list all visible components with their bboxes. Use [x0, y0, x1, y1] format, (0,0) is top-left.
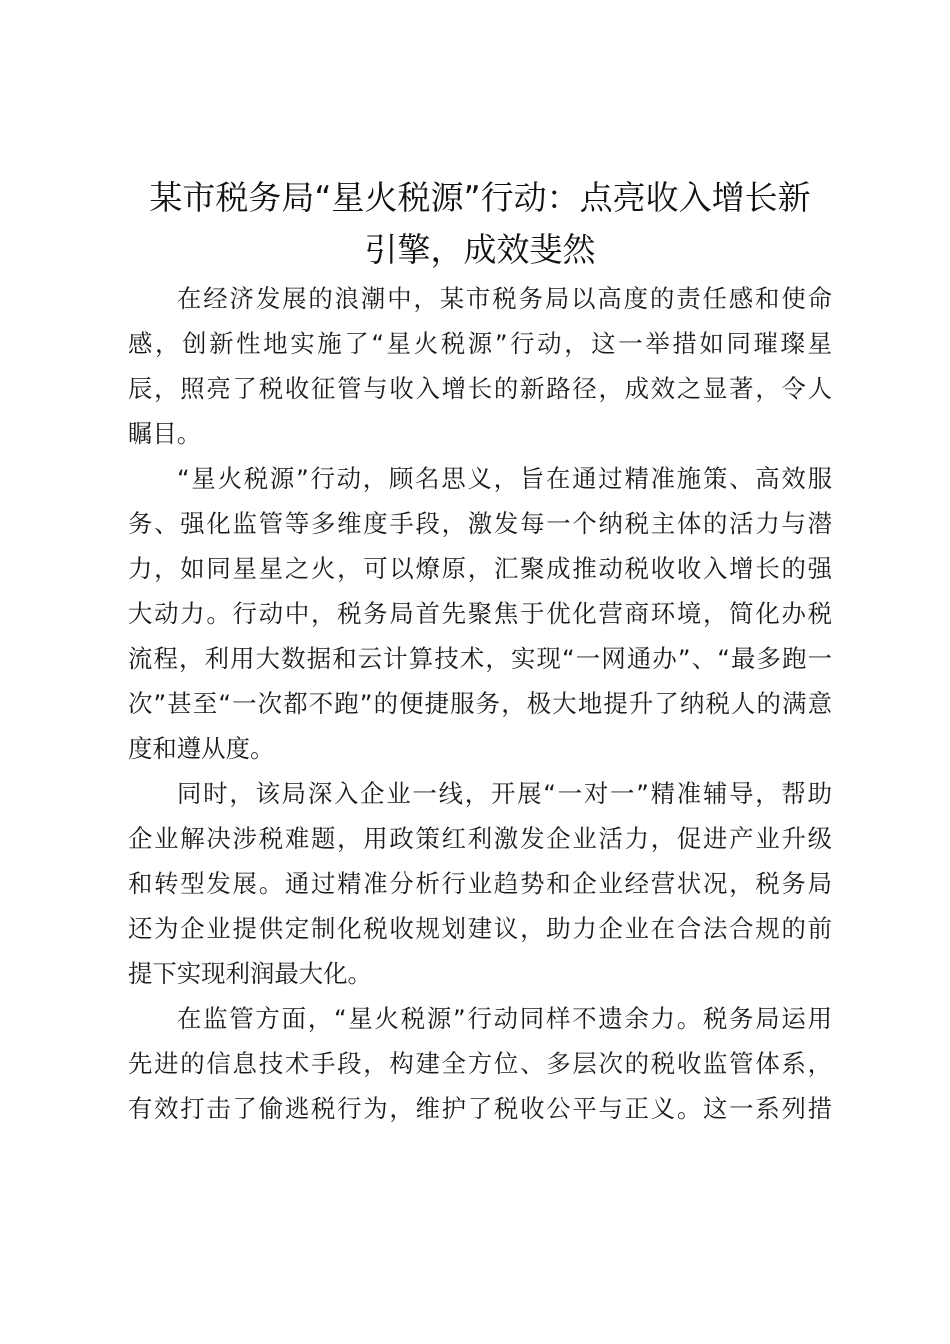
paragraph-line: 大动力。行动中，税务局首先聚焦于优化营商环境，简化办税: [128, 599, 832, 628]
paragraph-line: 在经济发展的浪潮中，某市税务局以高度的责任感和使命: [177, 284, 832, 313]
paragraph-line: 辰，照亮了税收征管与收入增长的新路径，成效之显著，令人: [128, 374, 832, 403]
paragraph-line: 企业解决涉税难题，用政策红利激发企业活力，促进产业升级: [128, 824, 832, 853]
paragraph-line: 度和遵从度。: [128, 734, 275, 763]
paragraph-line: 次”甚至“一次都不跑”的便捷服务，极大地提升了纳税人的满意: [128, 689, 832, 718]
paragraph-line: 和转型发展。通过精准分析行业趋势和企业经营状况，税务局: [128, 869, 832, 898]
title-line-2: 引擎，成效斐然: [364, 230, 596, 269]
paragraph-3: [128, 771, 832, 996]
document-content: [128, 172, 832, 1131]
paragraph-line: 务、强化监管等多维度手段，激发每一个纳税主体的活力与潜: [128, 509, 832, 538]
paragraph-line: 先进的信息技术手段，构建全方位、多层次的税收监管体系，: [128, 1049, 832, 1078]
paragraph-line: 瞩目。: [128, 419, 202, 448]
title-line-1: 某市税务局“星火税源”行动：点亮收入增长新: [149, 178, 811, 217]
paragraph-2: [128, 456, 832, 771]
paragraph-line: 还为企业提供定制化税收规划建议，助力企业在合法合规的前: [128, 914, 832, 943]
document-title: [128, 172, 832, 276]
document-body: [128, 276, 832, 1131]
paragraph-line: 同时，该局深入企业一线，开展“一对一”精准辅导，帮助: [177, 779, 832, 808]
paragraph-1: [128, 276, 832, 456]
paragraph-line: 在监管方面，“星火税源”行动同样不遗余力。税务局运用: [177, 1004, 832, 1033]
paragraph-line: 感，创新性地实施了“星火税源”行动，这一举措如同璀璨星: [128, 329, 832, 358]
paragraph-4: [128, 996, 832, 1131]
paragraph-line: 流程，利用大数据和云计算技术，实现“一网通办”、“最多跑一: [128, 644, 832, 673]
paragraph-line: “星火税源”行动，顾名思义，旨在通过精准施策、高效服: [177, 464, 832, 493]
paragraph-line: 提下实现利润最大化。: [128, 959, 372, 988]
paragraph-line: 有效打击了偷逃税行为，维护了税收公平与正义。这一系列措: [128, 1094, 832, 1123]
paragraph-line: 力，如同星星之火，可以燎原，汇聚成推动税收收入增长的强: [128, 554, 832, 583]
